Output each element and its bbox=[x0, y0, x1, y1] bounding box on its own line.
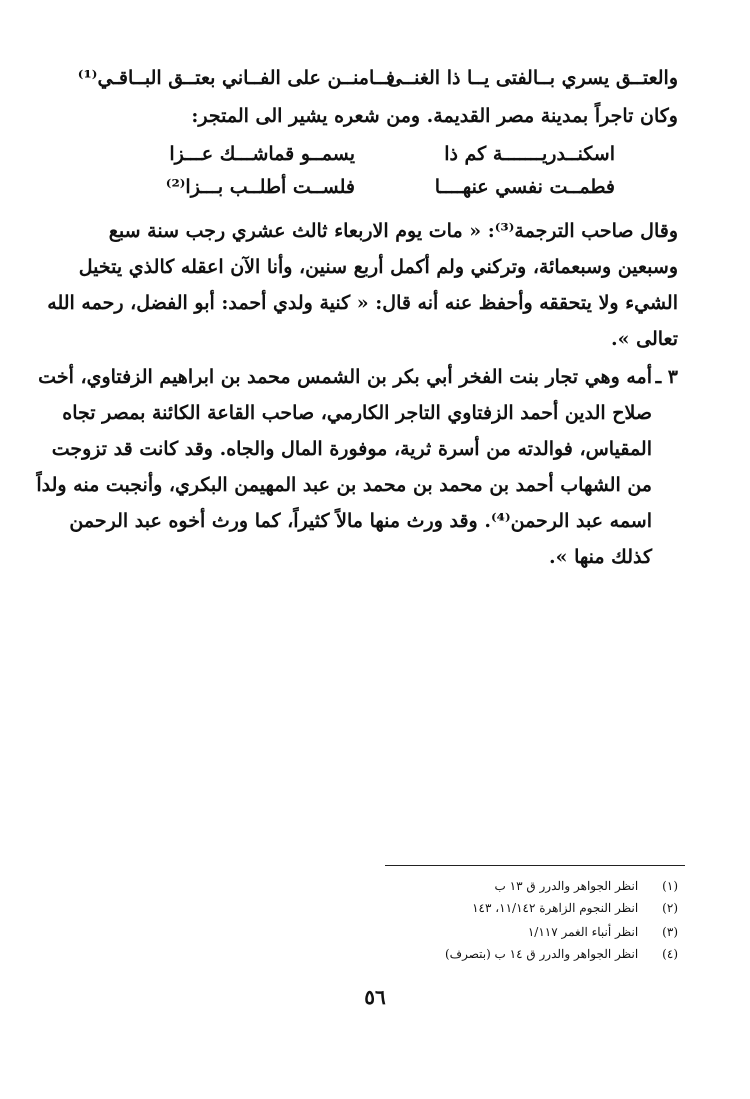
footnote-text: انظر الجواهر والدرر ق ١٣ ب bbox=[494, 879, 639, 893]
footnote-number: (٣) bbox=[662, 925, 678, 939]
verse-1-first-hemistich: اسكنــدريـــــــة كم ذا bbox=[444, 143, 615, 165]
footnote-text: انظر أنباء الغمر ١/١١٧ bbox=[527, 925, 639, 939]
paragraph-line: أمه وهي تجار بنت الفخر أبي بكر بن الشمس محمد بن ابراهيم الزفتاوي، أخت bbox=[38, 366, 652, 388]
verse-top-second-hemistich: فــامنــن على الفــاني بعتــق البــاقـي⁽¹⁾ bbox=[77, 67, 395, 89]
footnote-4 bbox=[445, 944, 678, 964]
footnote-3 bbox=[528, 922, 678, 942]
footnote-text: انظر النجوم الزاهرة ١١/١٤٢، ١٤٣ bbox=[472, 901, 639, 915]
paragraph-line: صلاح الدين أحمد الزفتاوي التاجر الكارمي، صاحب القاعة الكائنة بمصر تجاه bbox=[62, 402, 652, 424]
page-number: ٥٦ bbox=[364, 985, 386, 1009]
footnote-number: (١) bbox=[662, 879, 678, 893]
verse-top-first-hemistich: والعتــق يسري بــالفتى يــا ذا الغنــى bbox=[387, 67, 678, 89]
footnote-number: (٢) bbox=[662, 901, 678, 915]
paragraph-line: المقياس، فوالدته من أسرة ثرية، موفورة المال والجاه. وقد كانت قد تزوجت bbox=[51, 438, 652, 460]
item-number: ٣ ـ bbox=[655, 366, 678, 388]
paragraph-line: من الشهاب أحمد بن محمد بن محمد بن عبد المهيمن البكري، وأنجبت منه ولداً bbox=[36, 474, 652, 496]
footnote-1 bbox=[495, 876, 678, 896]
paragraph-line: كذلك منها ». bbox=[549, 546, 652, 568]
paragraph-line: اسمه عبد الرحمن⁽⁴⁾. وقد ورث منها مالاً كثيراً، كما ورث أخوه عبد الرحمن bbox=[69, 510, 652, 532]
paragraph-line: وكان تاجراً بمدينة مصر القديمة. ومن شعره يشير الى المتجر: bbox=[191, 105, 678, 127]
verse-2-second-hemistich: فلســت أطلــب بـــزا⁽²⁾ bbox=[165, 176, 355, 198]
footnote-2 bbox=[472, 898, 678, 918]
verse-2-first-hemistich: فطمــت نفسي عنهــــا bbox=[434, 176, 615, 198]
paragraph-line: وسبعين وسبعمائة، وتركني ولم أكمل أربع سنين، وأنا الآن اعقله كالذي يتخيل bbox=[78, 256, 678, 278]
footnote-text: انظر الجواهر والدرر ق ١٤ ب (بتصرف) bbox=[444, 947, 639, 961]
paragraph-line: الشيء ولا يتحققه وأحفظ عنه أنه قال: « كنية ولدي أحمد: أبو الفضل، رحمه الله bbox=[47, 292, 678, 314]
paragraph-line: تعالى ». bbox=[611, 328, 678, 350]
paragraph-line: وقال صاحب الترجمة⁽³⁾: « مات يوم الاربعاء ثالث عشري رجب سنة سبع bbox=[108, 220, 678, 242]
footnote-number: (٤) bbox=[662, 947, 678, 961]
footnote-divider bbox=[385, 865, 685, 866]
verse-1-second-hemistich: يسمــو قماشـــك عـــزا bbox=[169, 143, 355, 165]
